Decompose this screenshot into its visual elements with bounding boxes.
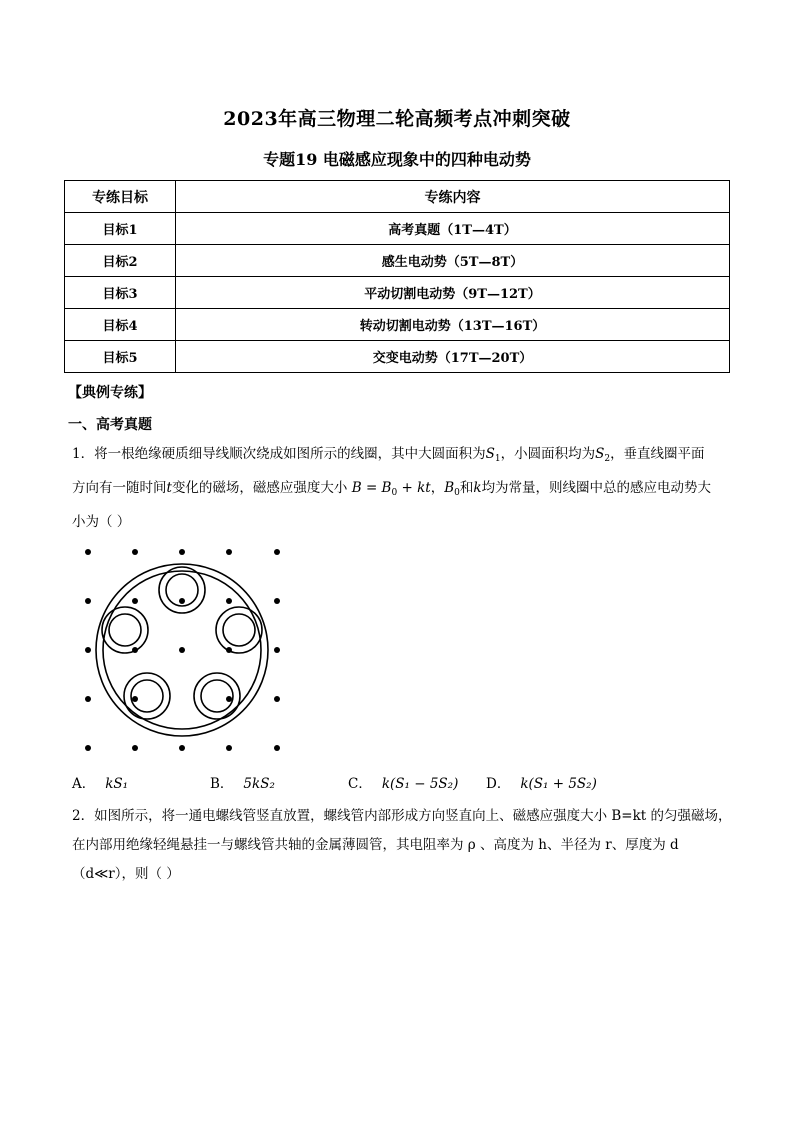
table-row xyxy=(65,213,730,245)
goals-table xyxy=(64,180,730,373)
table-row xyxy=(65,277,730,309)
option-letter: C． xyxy=(348,776,372,792)
q1-text: 和 xyxy=(459,480,474,496)
question-2-text xyxy=(72,802,732,889)
option-b[interactable] xyxy=(210,772,275,792)
table-cell-goal: 目标5 xyxy=(65,341,176,373)
symbol-s1: S xyxy=(485,446,495,462)
table-cell-content: 交变电动势（17T—20T） xyxy=(176,341,730,373)
option-c[interactable] xyxy=(348,772,458,792)
q1-text: 方向有一随时间 xyxy=(72,480,167,496)
q1-line-1: 1．将一根绝缘硬质细导线顺次绕成如图所示的线圈，其中大圆面积为$S_1$，小圆面积均为$S_2$，垂直线圈平面 xyxy=(72,446,705,464)
option-letter: D． xyxy=(486,776,511,792)
table-header-row xyxy=(65,181,730,213)
q1-line-2: 方向有一随时间t变化的磁场，磁感应强度大小 $B = B_0$ + kt，$B_0$和k均为常量，则线圈中总的感应电动势大 xyxy=(72,480,712,498)
formula-rest: + kt xyxy=(397,480,431,496)
table-cell-content: 高考真题（1T—4T） xyxy=(176,213,730,245)
option-letter: B． xyxy=(210,776,234,792)
q1-options xyxy=(72,772,732,796)
table-cell-content: 感生电动势（5T—8T） xyxy=(176,245,730,277)
q2-line-3: （d≪r），则（ ） xyxy=(72,866,180,882)
option-expression: kS₁ xyxy=(105,776,129,792)
option-letter: A． xyxy=(72,776,96,792)
option-a[interactable] xyxy=(72,772,128,792)
table-cell-goal: 目标4 xyxy=(65,309,176,341)
q2-line-2: 在内部用绝缘轻绳悬挂一与螺线管共轴的金属薄圆管，其电阻率为 ρ 、高度为 h、半径为 r、厚度为 d xyxy=(72,837,679,853)
table-cell-goal: 目标3 xyxy=(65,277,176,309)
option-expression: k(S₁ + 5S₂) xyxy=(520,776,597,792)
table-row xyxy=(65,341,730,373)
q1-text: ， xyxy=(430,480,445,496)
document-title: 2023年高三物理二轮高频考点冲刺突破 xyxy=(223,108,571,130)
coil-figure xyxy=(74,538,294,760)
section-heading: 【典例专练】 xyxy=(68,385,152,401)
option-d[interactable] xyxy=(486,772,597,792)
option-expression: 5kS₂ xyxy=(243,776,275,792)
q1-text: ，小圆面积均为 xyxy=(500,446,596,462)
symbol-k: k xyxy=(473,480,482,496)
sub-heading: 一、高考真题 xyxy=(68,417,152,433)
table-cell-goal: 目标2 xyxy=(65,245,176,277)
q1-line-3: 小为（ ） xyxy=(72,514,131,530)
document-subtitle: 专题19 电磁感应现象中的四种电动势 xyxy=(263,150,531,169)
q1-text: ，垂直线圈平面 xyxy=(610,446,705,462)
symbol-b0: B xyxy=(444,480,455,496)
table-cell-content: 转动切割电动势（13T—16T） xyxy=(176,309,730,341)
question-1-text xyxy=(72,440,732,537)
symbol-s2: S xyxy=(595,446,605,462)
symbol-t: t xyxy=(166,480,172,496)
q1-text: 均为常量，则线圈中总的感应电动势大 xyxy=(481,480,712,496)
table-cell-goal: 目标1 xyxy=(65,213,176,245)
table-header-content: 专练内容 xyxy=(176,181,730,213)
table-header-goal: 专练目标 xyxy=(65,181,176,213)
option-expression: k(S₁ − 5S₂) xyxy=(381,776,459,792)
formula-b: B = B xyxy=(351,480,392,496)
q1-text: 变化的磁场，磁感应强度大小 xyxy=(171,480,348,496)
table-cell-content: 平动切割电动势（9T—12T） xyxy=(176,277,730,309)
q1-text: 1．将一根绝缘硬质细导线顺次绕成如图所示的线圈，其中大圆面积为 xyxy=(72,446,486,462)
table-row xyxy=(65,309,730,341)
q2-line-1: 2．如图所示，将一通电螺线管竖直放置，螺线管内部形成方向竖直向上、磁感应强度大小 B=kt 的匀强磁场， xyxy=(72,808,732,824)
table-row xyxy=(65,245,730,277)
